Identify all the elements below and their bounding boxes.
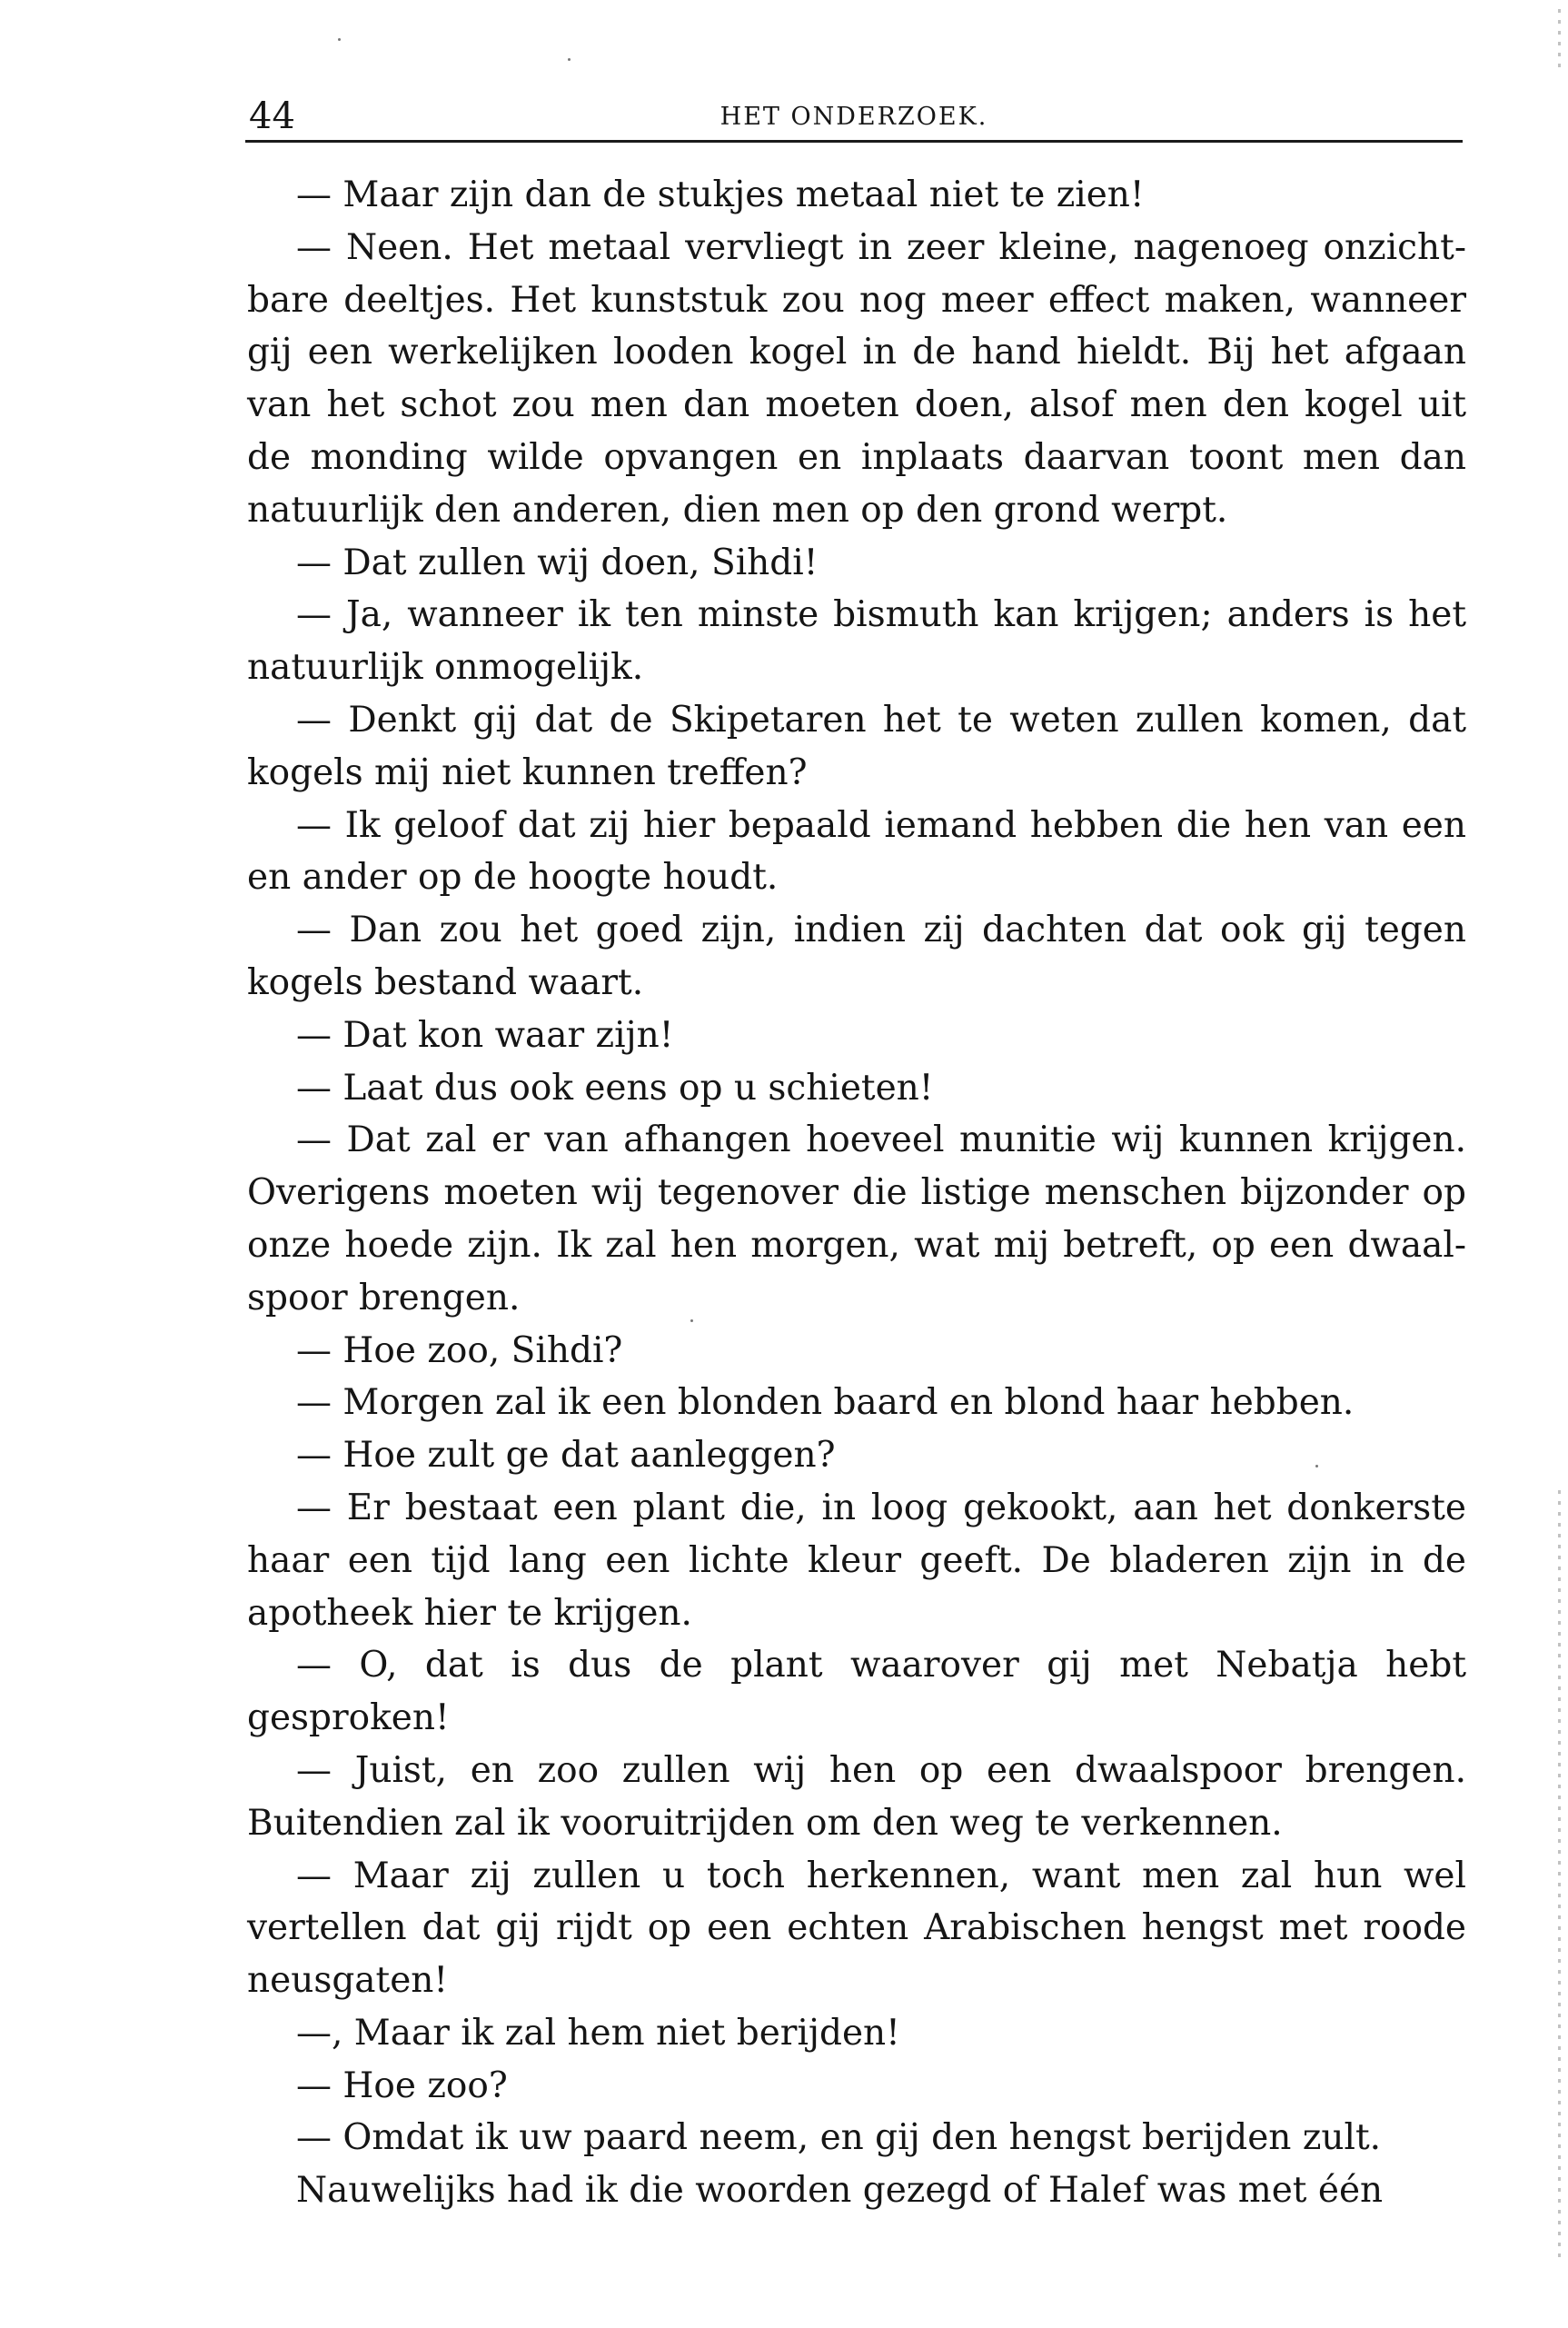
paragraph: — Er bestaat een plant die, in loog gekookt, aan het donkerste haar een tijd lang een lichte kleur geeft. De bladeren zijn in de apotheek hier te krijgen. bbox=[247, 1487, 1466, 1634]
page-number: 44 bbox=[249, 95, 295, 137]
paragraph: — Neen. Het metaal vervliegt in zeer kleine, nagenoeg onzichtbare deeltjes. Het kunststuk zou nog meer effect maken, wanneer gij een werkelijken looden kogel in de hand hieldt. Bij het afgaan van het schot zou men dan moeten doen, alsof men den kogel uit de monding wilde opvangen en inplaats daarvan toont men dan natuurlijk den anderen, dien men op den grond werpt. bbox=[247, 226, 1466, 531]
scan-edge-mark bbox=[1558, 9, 1561, 73]
paragraph: Nauwelijks had ik die woorden gezegd of Halef was met één bbox=[296, 2170, 1384, 2212]
body-text bbox=[247, 169, 1466, 2217]
paragraph: — O, dat is dus de plant waarover gij met Nebatja hebt gesproken! bbox=[247, 1645, 1466, 1739]
paragraph: — Dat zullen wij doen, Sihdi! bbox=[296, 542, 819, 583]
paragraph: — Ik geloof dat zij hier bepaald iemand hebben die hen van een en ander op de hoogte houdt. bbox=[247, 804, 1466, 899]
paragraph: — Hoe zoo? bbox=[296, 2064, 508, 2106]
paragraph: — Maar zij zullen u toch herkennen, want men zal hun wel vertellen dat gij rijdt op een echten Arabischen hengst met roode neusgaten! bbox=[247, 1855, 1466, 2002]
paragraph: — Omdat ik uw paard neem, en gij den hengst berijden zult. bbox=[296, 2117, 1382, 2159]
paragraph: — Dan zou het goed zijn, indien zij dachten dat ook gij tegen kogels bestand waart. bbox=[247, 910, 1466, 1003]
paragraph: — Juist, en zoo zullen wij hen op een dwaalspoor brengen. Buitendien zal ik vooruitrijden om den weg te verkennen. bbox=[247, 1749, 1466, 1844]
paragraph: — Hoe zoo, Sihdi? bbox=[296, 1329, 623, 1371]
scan-speck bbox=[690, 1319, 693, 1322]
paragraph: — Dat kon waar zijn! bbox=[296, 1014, 674, 1056]
scan-speck bbox=[1315, 1465, 1318, 1467]
scan-edge-mark bbox=[1558, 1490, 1561, 2263]
scan-speck bbox=[568, 58, 571, 61]
paragraph: — Laat dus ook eens op u schieten! bbox=[296, 1067, 934, 1109]
paragraph: —, Maar ik zal hem niet berijden! bbox=[296, 2012, 900, 2054]
paragraph: — Morgen zal ik een blonden baard en blond haar hebben. bbox=[296, 1382, 1355, 1424]
paragraph: — Denkt gij dat de Skipetaren het te weten zullen komen, dat kogels mij niet kunnen treffen? bbox=[247, 699, 1466, 793]
paragraph: — Hoe zult ge dat aanleggen? bbox=[296, 1435, 836, 1477]
paragraph: — Maar zijn dan de stukjes metaal niet te zien! bbox=[296, 174, 1145, 215]
running-title: HET ONDERZOEK. bbox=[719, 103, 988, 131]
scan-speck bbox=[338, 38, 341, 41]
paragraph: — Ja, wanneer ik ten minste bismuth kan krijgen; anders is het natuurlijk onmogelijk. bbox=[247, 594, 1466, 689]
header-rule bbox=[245, 140, 1463, 143]
paragraph: — Dat zal er van afhangen hoeveel munitie wij kunnen krijgen. Overigens moeten wij tegenover die listige menschen bijzonder op onze hoede zijn. Ik zal hen morgen, wat mij betreft, op een dwaalspoor brengen. bbox=[247, 1119, 1466, 1318]
running-head bbox=[245, 89, 1463, 144]
